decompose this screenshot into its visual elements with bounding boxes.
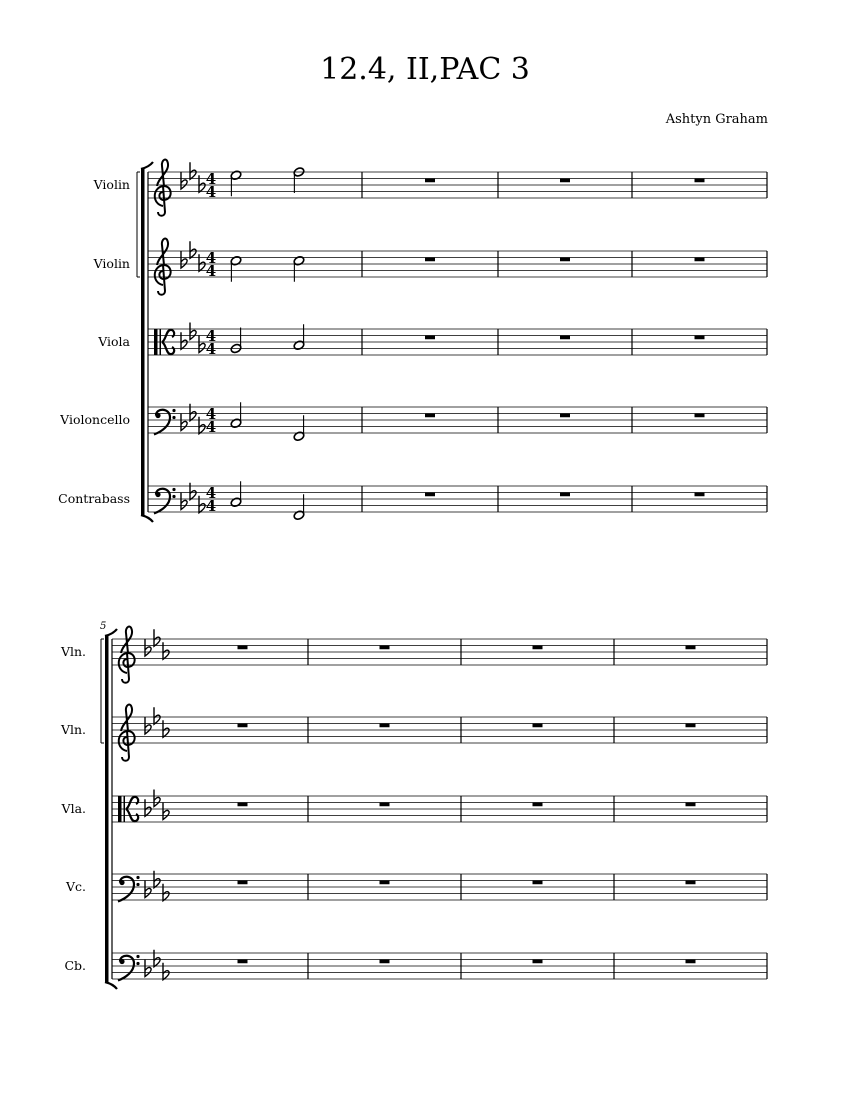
alto-clef-thick-bar (154, 329, 158, 355)
bass-clef-dot-lower (172, 416, 175, 419)
time-signature-numerator: 4 (205, 405, 217, 423)
flat-icon (199, 336, 205, 353)
whole-rest (380, 960, 390, 964)
whole-rest (425, 493, 435, 497)
flat-icon (163, 963, 169, 980)
flat-icon (154, 790, 160, 807)
flat-icon (145, 717, 151, 734)
whole-rest (695, 493, 705, 497)
time-signature-numerator: 4 (205, 170, 217, 188)
alto-clef-thin-bar (124, 796, 126, 822)
instrument-label: Viola (98, 334, 130, 349)
time-signature-denominator: 4 (205, 340, 217, 358)
whole-rest (533, 803, 543, 807)
whole-rest (533, 724, 543, 728)
whole-rest (560, 493, 570, 497)
flat-icon (163, 884, 169, 901)
whole-rest (238, 803, 248, 807)
bass-clef-dot-upper (172, 488, 175, 491)
flat-icon (163, 720, 169, 737)
instrument-label: Vla. (61, 801, 86, 816)
flat-icon (181, 172, 187, 189)
whole-rest (380, 646, 390, 650)
flat-icon (154, 629, 160, 646)
flat-icon (190, 241, 196, 258)
whole-rest (560, 414, 570, 418)
bass-clef-dot-upper (136, 876, 139, 879)
time-signature-denominator: 4 (205, 418, 217, 436)
whole-rest (238, 646, 248, 650)
flat-icon (199, 417, 205, 434)
flat-icon (199, 254, 205, 271)
flat-icon (199, 175, 205, 192)
whole-rest (238, 960, 248, 964)
whole-rest (695, 258, 705, 262)
whole-rest (686, 724, 696, 728)
flat-icon (163, 803, 169, 820)
page-title: 12.4, II,PAC 3 (320, 52, 530, 87)
bass-clef-dot (119, 880, 124, 885)
instrument-label: Vc. (65, 879, 86, 894)
bass-clef-dot (119, 959, 124, 964)
bass-clef-dot-lower (136, 883, 139, 886)
instrument-label: Violin (93, 256, 130, 271)
whole-rest (695, 179, 705, 183)
whole-rest (686, 960, 696, 964)
whole-rest (425, 414, 435, 418)
time-signature-denominator: 4 (205, 262, 217, 280)
flat-icon (190, 323, 196, 340)
time-signature-denominator: 4 (205, 183, 217, 201)
alto-clef-thin-bar (160, 329, 162, 355)
whole-rest (533, 881, 543, 885)
instrument-label: Vln. (60, 644, 86, 659)
flat-icon (145, 639, 151, 656)
time-signature-numerator: 4 (205, 327, 217, 345)
flat-icon (163, 642, 169, 659)
bass-clef-dot-upper (172, 409, 175, 412)
bass-clef-dot-upper (136, 955, 139, 958)
instrument-label: Violin (93, 177, 130, 192)
whole-rest (380, 724, 390, 728)
bracket-top-hook (105, 629, 117, 636)
flat-icon (154, 707, 160, 724)
flat-icon (154, 871, 160, 888)
flat-icon (190, 162, 196, 179)
time-signature-denominator: 4 (205, 497, 217, 515)
whole-rest (533, 960, 543, 964)
whole-rest (695, 414, 705, 418)
whole-rest (695, 336, 705, 340)
bass-clef-dot-lower (136, 962, 139, 965)
bass-clef-dot-lower (172, 495, 175, 498)
flat-icon (145, 881, 151, 898)
whole-rest (238, 724, 248, 728)
whole-rest (380, 881, 390, 885)
flat-icon (145, 960, 151, 977)
flat-icon (181, 332, 187, 349)
bracket-bottom-hook (141, 515, 153, 522)
whole-rest (425, 258, 435, 262)
whole-rest (425, 179, 435, 183)
instrument-label: Violoncello (60, 412, 130, 427)
whole-rest (686, 803, 696, 807)
whole-rest (560, 179, 570, 183)
whole-rest (533, 646, 543, 650)
treble-clef (119, 705, 135, 761)
system-bracket (105, 636, 109, 982)
treble-clef (155, 160, 171, 216)
bass-clef-dot (155, 413, 160, 418)
time-signature-numerator: 4 (205, 484, 217, 502)
whole-rest (380, 803, 390, 807)
whole-rest (238, 881, 248, 885)
flat-icon (181, 414, 187, 431)
alto-clef-thick-bar (118, 796, 122, 822)
whole-rest (560, 258, 570, 262)
measure-number: 5 (100, 621, 107, 632)
instrument-label: Vln. (60, 722, 86, 737)
composer-name: Ashtyn Graham (665, 112, 768, 127)
flat-icon (181, 493, 187, 510)
instrument-label: Cb. (64, 958, 86, 973)
whole-rest (686, 646, 696, 650)
bracket-top-hook (141, 162, 153, 169)
whole-rest (560, 336, 570, 340)
flat-icon (181, 251, 187, 268)
treble-clef (119, 627, 135, 683)
treble-clef (155, 239, 171, 295)
instrument-label: Contrabass (58, 491, 130, 506)
flat-icon (190, 483, 196, 500)
bass-clef-dot (155, 492, 160, 497)
whole-rest (686, 881, 696, 885)
whole-rest (425, 336, 435, 340)
flat-icon (199, 496, 205, 513)
system-bracket (141, 169, 145, 515)
flat-icon (190, 404, 196, 421)
time-signature-numerator: 4 (205, 249, 217, 267)
bracket-bottom-hook (105, 982, 117, 989)
flat-icon (154, 950, 160, 967)
flat-icon (145, 799, 151, 816)
